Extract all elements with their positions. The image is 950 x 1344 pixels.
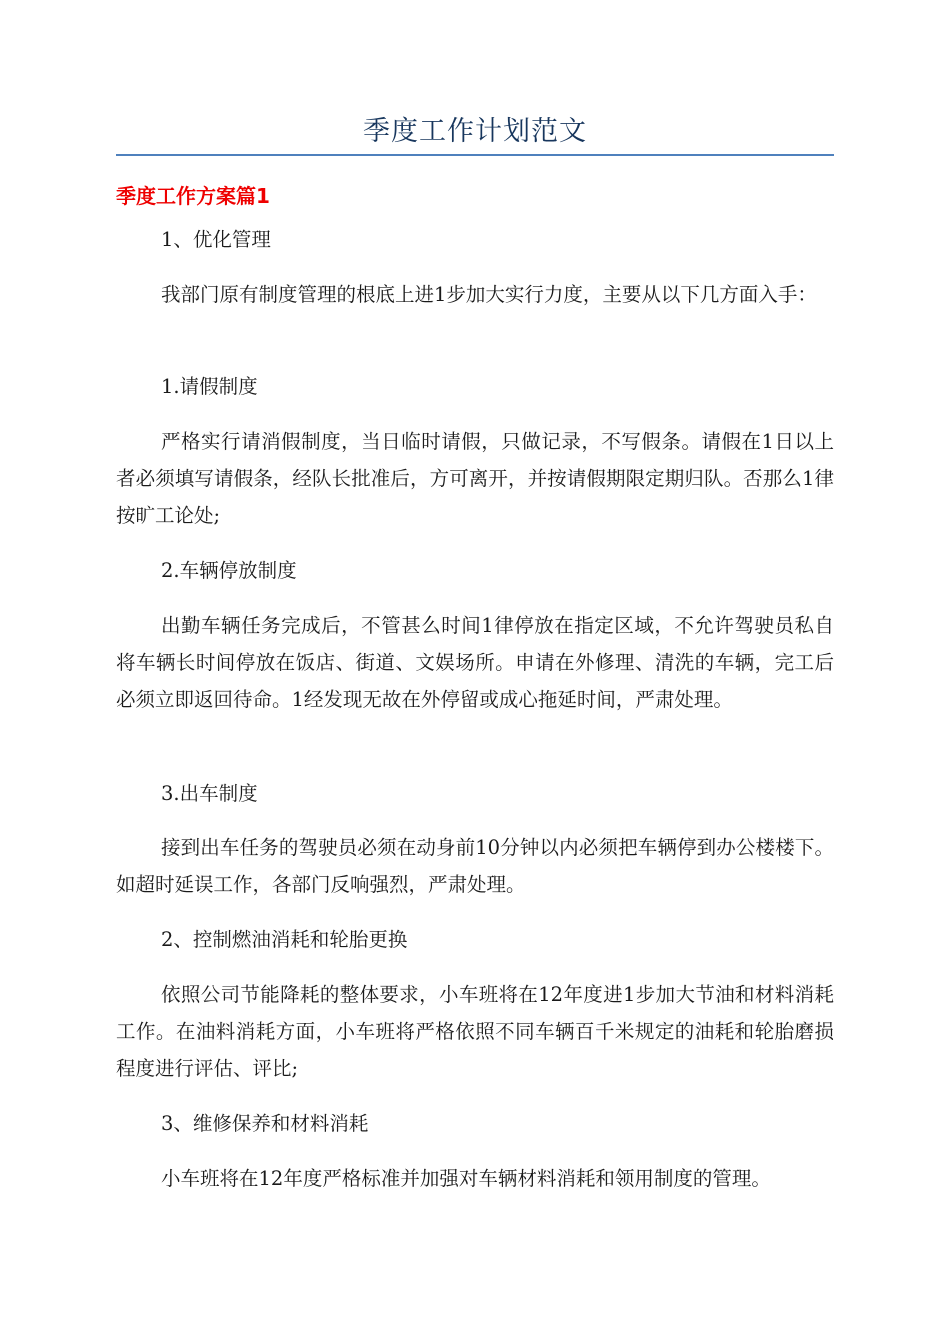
- paragraph-item-heading-3: 3、维修保养和材料消耗: [161, 1112, 369, 1135]
- document-title: 季度工作计划范文: [363, 116, 587, 147]
- paragraph-leave-policy: 严格实行请消假制度，当日临时请假，只做记录，不写假条。请假在1日以上者必须填写请假条，经队长批准后，方可离开，并按请假期限定期归队。否那么1律按旷工论处;: [116, 430, 834, 527]
- paragraph-maintenance-policy: 小车班将在12年度严格标准并加强对车辆材料消耗和领用制度的管理。: [161, 1167, 771, 1190]
- section-heading: 季度工作方案篇1: [116, 184, 270, 208]
- paragraph-subheading-parking: 2.车辆停放制度: [161, 559, 297, 582]
- paragraph-subheading-dispatch: 3.出车制度: [161, 782, 258, 805]
- paragraph-fuel-policy: 依照公司节能降耗的整体要求，小车班将在12年度进1步加大节油和材料消耗工作。在油料消耗方面，小车班将严格依照不同车辆百千米规定的油耗和轮胎磨损程度进行评估、评比;: [116, 983, 834, 1080]
- title-underline: [116, 154, 834, 156]
- paragraph-item-heading-1: 1、优化管理: [161, 228, 271, 251]
- paragraph-dispatch-policy: 接到出车任务的驾驶员必须在动身前10分钟以内必须把车辆停到办公楼楼下。如超时延误工作，各部门反响强烈，严肃处理。: [116, 836, 834, 896]
- paragraph-item-heading-2: 2、控制燃油消耗和轮胎更换: [161, 928, 408, 951]
- paragraph-parking-policy: 出勤车辆任务完成后，不管甚么时间1律停放在指定区域，不允许驾驶员私自将车辆长时间停放在饭店、街道、文娱场所。申请在外修理、清洗的车辆，完工后必须立即返回待命。1经发现无故在外停留或成心拖延时间，严肃处理。: [116, 614, 834, 711]
- paragraph-intro: 我部门原有制度管理的根底上进1步加大实行力度，主要从以下几方面入手：: [161, 283, 817, 306]
- paragraph-subheading-leave: 1.请假制度: [161, 375, 258, 398]
